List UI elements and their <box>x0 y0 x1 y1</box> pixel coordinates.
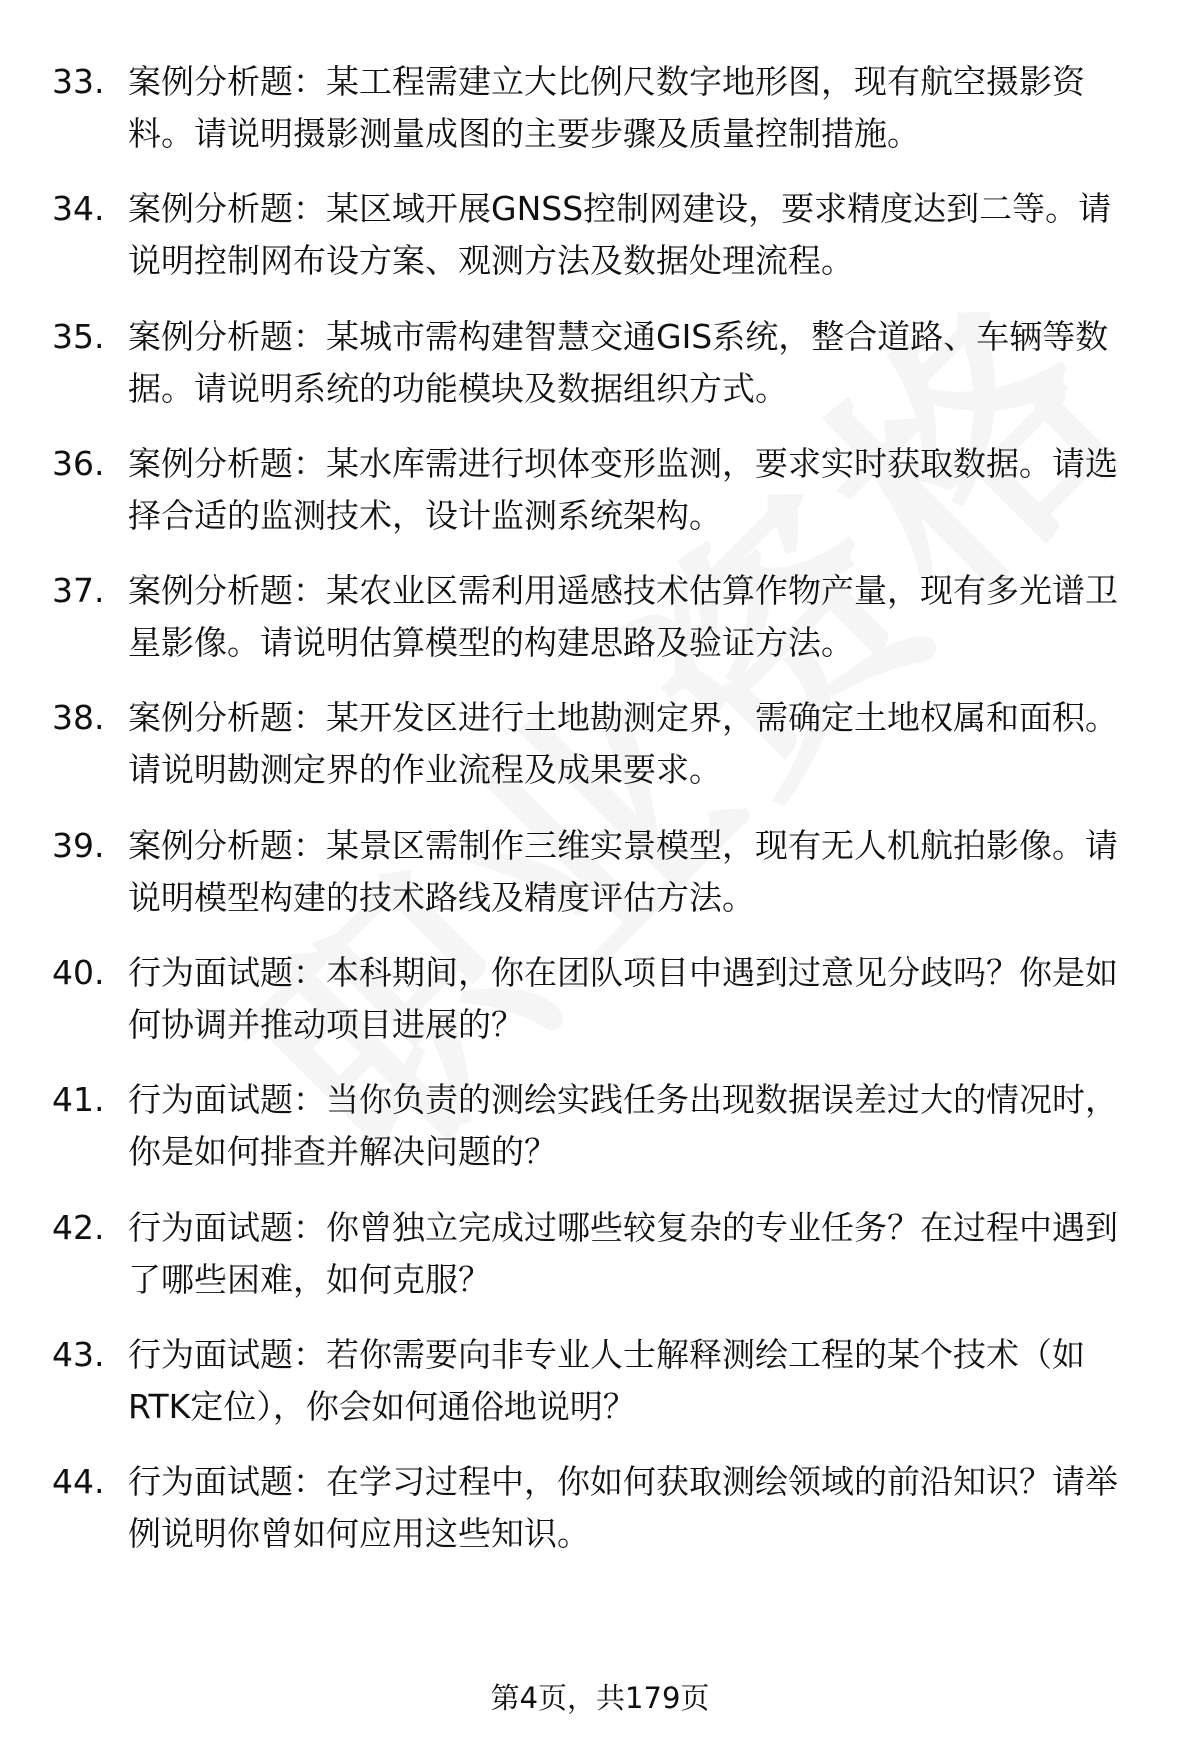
question-item <box>0 1074 1200 1201</box>
question-number: 40. <box>52 953 105 993</box>
question-number: 33. <box>52 62 105 101</box>
question-text: 行为面试题：你曾独立完成过哪些较复杂的专业任务？在过程中遇到了哪些困难，如何克服？ <box>128 1207 1118 1299</box>
question-text: 行为面试题：若你需要向非专业人士解释测绘工程的某个技术（如RTK定位），你会如何通俗地说明？ <box>128 1334 1085 1426</box>
question-text: 案例分析题：某水库需进行坝体变形监测，要求实时获取数据。请选择合适的监测技术，设计监测系统架构。 <box>128 443 1118 535</box>
question-item <box>0 1456 1200 1583</box>
question-item <box>0 311 1200 438</box>
question-item <box>0 947 1200 1074</box>
question-number: 39. <box>52 825 105 865</box>
question-text: 案例分析题：某景区需制作三维实景模型，现有无人机航拍影像。请说明模型构建的技术路线及精度评估方法。 <box>128 825 1118 917</box>
page-number-footer: 第4页，共179页 <box>490 1681 710 1715</box>
question-item <box>0 438 1200 565</box>
question-number: 41. <box>52 1080 105 1120</box>
question-number: 34. <box>52 189 105 229</box>
question-text: 案例分析题：某工程需建立大比例尺数字地形图，现有航空摄影资料。请说明摄影测量成图的主要步骤及质量控制措施。 <box>128 62 1085 153</box>
question-item <box>0 183 1200 310</box>
question-item <box>0 1202 1200 1329</box>
question-number: 38. <box>52 698 105 738</box>
question-item <box>0 1329 1200 1456</box>
question-number: 44. <box>52 1462 105 1502</box>
question-text: 案例分析题：某区域开展GNSS控制网建设，要求精度达到二等。请说明控制网布设方案、观测方法及数据处理流程。 <box>128 189 1112 281</box>
question-text: 案例分析题：某农业区需利用遥感技术估算作物产量，现有多光谱卫星影像。请说明估算模型的构建思路及验证方法。 <box>128 571 1118 663</box>
question-item <box>0 565 1200 692</box>
question-item <box>0 56 1200 183</box>
question-text: 案例分析题：某开发区进行土地勘测定界，需确定土地权属和面积。请说明勘测定界的作业流程及成果要求。 <box>128 698 1118 790</box>
question-item <box>0 692 1200 819</box>
question-text: 行为面试题：在学习过程中，你如何获取测绘领域的前沿知识？请举例说明你曾如何应用这些知识。 <box>128 1462 1118 1554</box>
question-list <box>0 56 1200 1584</box>
question-number: 36. <box>52 443 105 483</box>
question-number: 35. <box>52 316 105 356</box>
question-item <box>0 820 1200 947</box>
question-text: 案例分析题：某城市需构建智慧交通GIS系统，整合道路、车辆等数据。请说明系统的功能模块及数据组织方式。 <box>128 316 1109 408</box>
question-number: 42. <box>52 1207 105 1247</box>
question-number: 37. <box>52 571 105 611</box>
question-number: 43. <box>52 1334 105 1374</box>
question-text: 行为面试题：本科期间，你在团队项目中遇到过意见分歧吗？你是如何协调并推动项目进展的？ <box>128 953 1118 1045</box>
question-text: 行为面试题：当你负责的测绘实践任务出现数据误差过大的情况时，你是如何排查并解决问题的？ <box>128 1080 1118 1172</box>
